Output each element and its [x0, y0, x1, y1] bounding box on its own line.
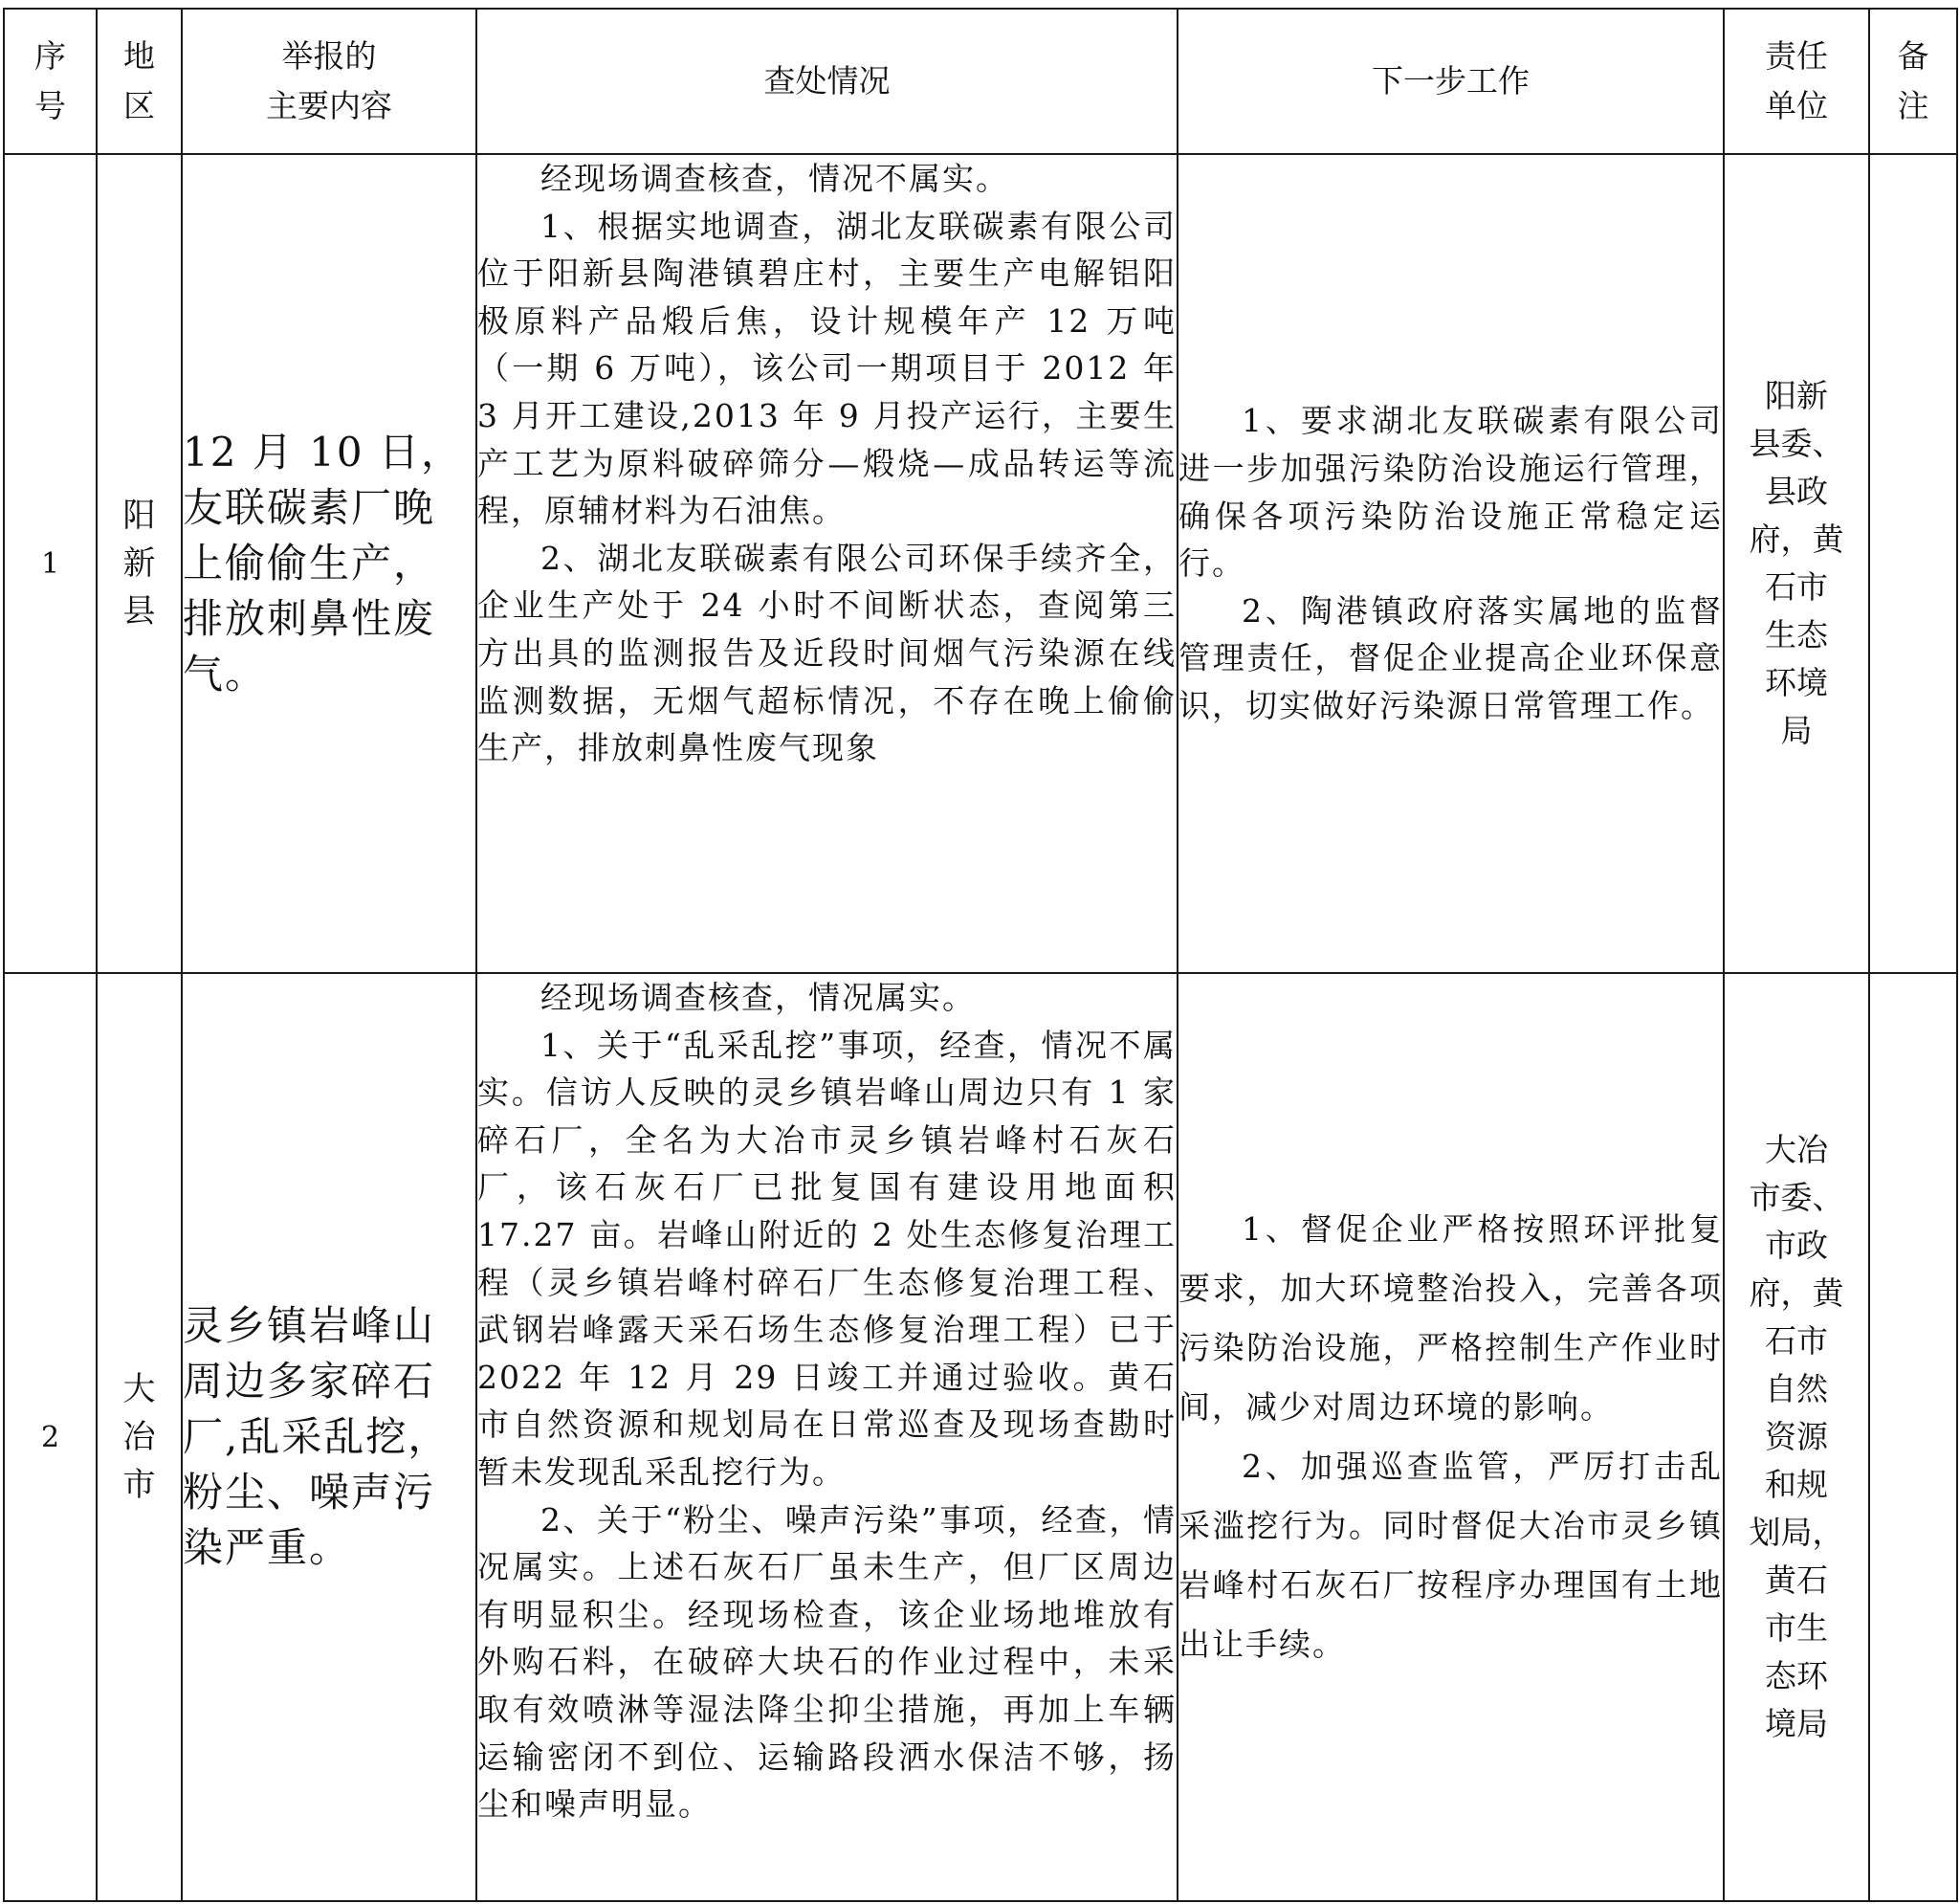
row-complaint: 灵乡镇岩峰山周边多家碎石厂,乱采乱挖，粉尘、噪声污染严重。: [182, 973, 476, 1901]
region-char: 新: [122, 544, 156, 583]
findings-paragraph: 2、湖北友联碳素有限公司环保手续齐全，企业生产处于 24 小时不间断状态，查阅第三方出具的监测报告及近段时间烟气污染源在线监测数据，无烟气超标情况，不存在晚上偷偷生产，排放刺鼻性废气现象: [477, 539, 1177, 767]
next-step-paragraph: 2、加强巡查监管，严厉打击乱采滥挖行为。同时督促大冶市灵乡镇岩峰村石灰石厂按程序办理国有土地出让手续。: [1178, 1448, 1723, 1663]
header-content: [182, 9, 476, 154]
header-seq: [4, 9, 97, 154]
responsible-line: 县委、: [1749, 425, 1844, 462]
findings-paragraph: 经现场调查核查，情况不属实。: [540, 160, 1009, 197]
findings-paragraph: 2、关于“粉尘、噪声污染”事项，经查，情况属实。上述石灰石厂虽未生产，但厂区周边有明显积尘。经现场检查，该企业场地堆放有外购石料，在破碎大块石的作业过程中，未采取有效喷淋等湿法降尘抑尘措施，再加上车辆运输密闭不到位、运输路段洒水保洁不够，扬尘和噪声明显。: [477, 1500, 1177, 1824]
header-content-line: 主要内容: [266, 87, 392, 124]
row-next-steps: [1178, 154, 1724, 973]
row-findings: [476, 154, 1178, 973]
region-char: 大: [122, 1370, 156, 1408]
row-seq: 2: [4, 973, 97, 1901]
header-note-line: 注: [1897, 87, 1929, 124]
row-region: [97, 973, 182, 1901]
header-region: [97, 9, 182, 154]
region-char: 市: [122, 1466, 156, 1504]
responsible-line: 境局: [1765, 1705, 1828, 1742]
header-region-line: 地: [123, 37, 155, 75]
findings-paragraph: 经现场调查核查，情况属实。: [540, 979, 976, 1016]
header-note: [1869, 9, 1957, 154]
responsible-line: 态环: [1765, 1657, 1828, 1694]
responsible-line: 自然: [1765, 1370, 1828, 1407]
header-findings: 查处情况: [476, 9, 1178, 154]
findings-paragraph: 1、关于“乱采乱挖”事项，经查，情况不属实。信访人反映的灵乡镇岩峰山周边只有 1 家碎石厂，全名为大冶市灵乡镇岩峰村石灰石厂，该石灰石厂已批复国有建设用地面积 17.27 亩。岩峰山附近的 2 处生态修复治理工程（灵乡镇岩峰村碎石厂生态修复治理工程、武钢岩峰露天采石场生态修复治理工程）已于 2022 年 12 月 29 日竣工并通过验收。黄石市自然资源和规划局在日常巡查及现场查勘时暂未发现乱采乱挖行为。: [477, 1026, 1177, 1491]
row-seq: 1: [4, 154, 97, 973]
row-note: [1869, 973, 1957, 1901]
header-next: 下一步工作: [1178, 9, 1724, 154]
responsible-line: 石市: [1765, 568, 1828, 606]
responsible-line: 生态: [1765, 616, 1828, 653]
region-char: 冶: [122, 1418, 156, 1456]
next-step-paragraph: 1、督促企业严格按照环评批复要求，加大环境整治投入，完善各项污染防治设施，严格控制生产作业时间，减少对周边环境的影响。: [1178, 1210, 1723, 1426]
responsible-line: 石市: [1765, 1322, 1828, 1360]
row-findings: [476, 973, 1178, 1901]
row-responsible: [1724, 973, 1869, 1901]
header-seq-line: 号: [34, 87, 66, 124]
findings-paragraph: 1、根据实地调查，湖北友联碳素有限公司位于阳新县陶港镇碧庄村，主要生产电解铝阳极原料产品煅后焦，设计规模年产 12 万吨（一期 6 万吨），该公司一期项目于 2012 年 3 月开工建设,2013 年 9 月投产运行，主要生产工艺为原料破碎筛分—煅烧—成品转运等流程，原辅材料为石油焦。: [477, 207, 1177, 530]
responsible-line: 府，黄: [1749, 1274, 1844, 1312]
responsible-line: 县政: [1765, 473, 1828, 510]
header-responsible-line: 单位: [1765, 87, 1828, 124]
responsible-line: 阳新: [1765, 377, 1828, 414]
responsible-line: 资源: [1765, 1418, 1828, 1455]
responsible-line: 划局，: [1749, 1514, 1844, 1551]
header-region-line: 区: [123, 87, 155, 124]
row-next-steps: [1178, 973, 1724, 1901]
responsible-line: 大冶: [1765, 1131, 1828, 1168]
responsible-line: 府，黄: [1749, 520, 1844, 558]
table-row: [4, 973, 1957, 1901]
responsible-line: 市生: [1765, 1609, 1828, 1647]
header-responsible: [1724, 9, 1869, 154]
header-content-line: 举报的: [281, 37, 377, 75]
next-step-paragraph: 1、要求湖北友联碳素有限公司进一步加强污染防治设施运行管理，确保各项污染防治设施正常稳定运行。: [1178, 402, 1723, 583]
responsible-line: 局: [1780, 712, 1813, 749]
row-region: [97, 154, 182, 973]
row-responsible: [1724, 154, 1869, 973]
responsible-line: 市政: [1765, 1227, 1828, 1264]
responsible-line: 黄石: [1765, 1561, 1828, 1599]
responsible-line: 和规: [1765, 1466, 1828, 1503]
header-row: [4, 9, 1957, 154]
header-seq-line: 序: [34, 37, 66, 75]
row-note: [1869, 154, 1957, 973]
responsible-line: 市委、: [1749, 1179, 1844, 1216]
table-row: [4, 154, 1957, 973]
next-step-paragraph: 2、陶港镇政府落实属地的监督管理责任，督促企业提高企业环保意识，切实做好污染源日常管理工作。: [1178, 591, 1723, 724]
report-table: [3, 8, 1958, 1902]
responsible-line: 环境: [1765, 664, 1828, 701]
region-char: 阳: [122, 497, 156, 535]
header-note-line: 备: [1897, 37, 1929, 75]
header-responsible-line: 责任: [1765, 37, 1828, 75]
row-complaint: 12 月 10 日，友联碳素厂晚上偷偷生产，排放刺鼻性废气。: [182, 154, 476, 973]
region-char: 县: [122, 592, 156, 631]
